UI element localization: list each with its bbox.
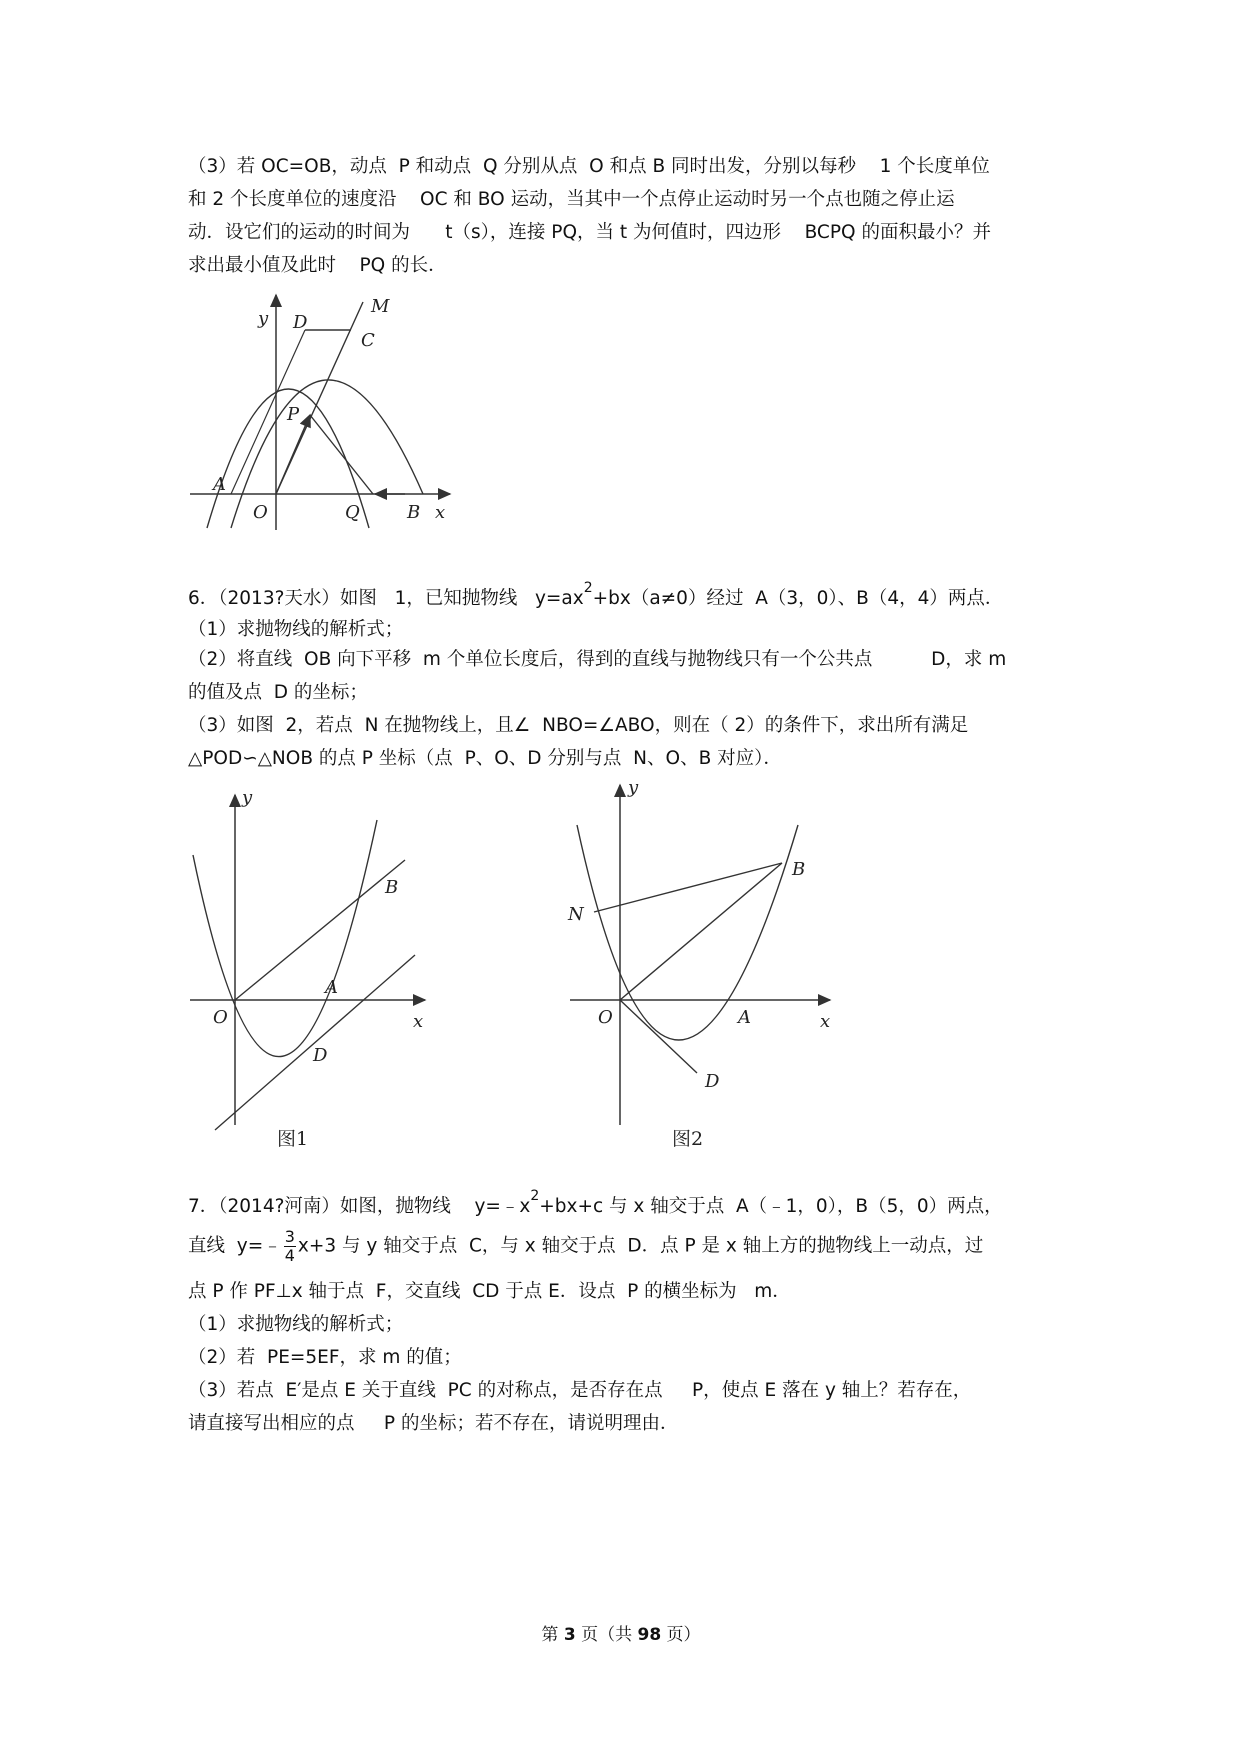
q5-line-1: （3）若 OC=OB，动点 P 和动点 Q 分别从点 O 和点 B 同时出发，分别以每秒 1 个长度单位 — [188, 156, 990, 177]
q6f1-label-x: x — [413, 1011, 424, 1032]
q5-label-P: P — [287, 404, 300, 425]
q6f2-label-x: x — [820, 1011, 831, 1032]
q5-label-B: B — [407, 502, 421, 523]
q6-line-4: 的值及点 D 的坐标； — [188, 682, 368, 703]
q6-figure-1 — [185, 785, 445, 1155]
q5-label-Q: Q — [345, 502, 360, 523]
q7-line-7: 请直接写出相应的点 P 的坐标；若不存在，请说明理由． — [188, 1413, 679, 1434]
q5-label-x: x — [435, 502, 446, 523]
q5-label-D: D — [293, 312, 308, 333]
q5-label-A: A — [213, 474, 226, 495]
q5-label-C: C — [361, 330, 375, 351]
q6-line-5: （3）如图 2，若点 N 在抛物线上，且∠ NBO=∠ABO，则在（ 2）的条件下，求出所有满足 — [188, 715, 969, 736]
q6f2-label-y: y — [628, 777, 639, 798]
q6-line-1: 6．（2013?天水）如图 1，已知抛物线 $y=ax^2+bx(a\ne 0)$经过 A（3，0）、B（4，4）两点． — [188, 580, 1004, 609]
q7-line-4: （1）求抛物线的解析式； — [188, 1314, 404, 1335]
q6f1-label-D: D — [313, 1045, 328, 1066]
q7-line-6: （3）若点 E′是点 E 关于直线 PC 的对称点，是否存在点 P，使点 E 落在 y 轴上？若存在， — [188, 1380, 972, 1401]
q6f2-caption: 图2 — [672, 1128, 704, 1150]
q5-label-y: y — [258, 308, 269, 329]
fraction-three-quarters: $\frac{3}{4}$ — [284, 1227, 295, 1265]
q7-line-3: 点 P 作 PF⊥x 轴于点 F，交直线 CD 于点 E．设点 P 的横坐标为 m． — [188, 1281, 791, 1302]
q5-line-3: 动．设它们的运动的时间为 t（s），连接 PQ，当 t 为何值时，四边形 BCPQ 的面积最小？并 — [188, 222, 991, 243]
q5-label-M: M — [371, 296, 390, 317]
q6-figure-2 — [550, 775, 850, 1155]
q5-figure — [185, 290, 465, 540]
q6-line-2: （1）求抛物线的解析式； — [188, 619, 404, 640]
q7-line-5: （2）若 PE=5EF，求 m 的值； — [188, 1347, 462, 1368]
q6f2-label-O: O — [598, 1007, 613, 1028]
q6f2-label-B: B — [792, 859, 806, 880]
q7-line-1: 7．（2014?河南）如图，抛物线 $y=﹣x^2+bx+c$ 与 x 轴交于点 A（﹣1，0），B（5，0）两点， — [188, 1188, 1003, 1217]
q6-line-6: △POD∽△NOB 的点 P 坐标（点 P、O、D 分别与点 N、O、B 对应）． — [188, 748, 782, 769]
page-footer: 第 3 页（共 98 页） — [541, 1625, 701, 1645]
q7-line-2: 直线 y=﹣ $\frac{3}{4}$ x+3 与 y 轴交于点 C，与 x 轴交于点 D．点 P 是 x 轴上方的抛物线上一动点，过 — [188, 1227, 984, 1265]
q6f1-label-O: O — [213, 1007, 228, 1028]
q6f1-caption: 图1 — [277, 1128, 309, 1150]
q6f2-label-D: D — [705, 1071, 720, 1092]
q5-label-O: O — [253, 502, 268, 523]
q5-line-2: 和 2 个长度单位的速度沿 OC 和 BO 运动，当其中一个点停止运动时另一个点也随之停止运 — [188, 189, 955, 210]
q6f2-label-N: N — [568, 904, 584, 925]
q5-line-4: 求出最小值及此时 PQ 的长． — [188, 255, 447, 276]
q6-line-3: （2）将直线 OB 向下平移 m 个单位长度后，得到的直线与抛物线只有一个公共点 D，求 m — [188, 649, 1007, 670]
q6f1-label-A: A — [325, 977, 338, 998]
q6f1-label-y: y — [242, 787, 253, 808]
q6f1-label-B: B — [385, 877, 399, 898]
q6f2-label-A: A — [738, 1007, 751, 1028]
